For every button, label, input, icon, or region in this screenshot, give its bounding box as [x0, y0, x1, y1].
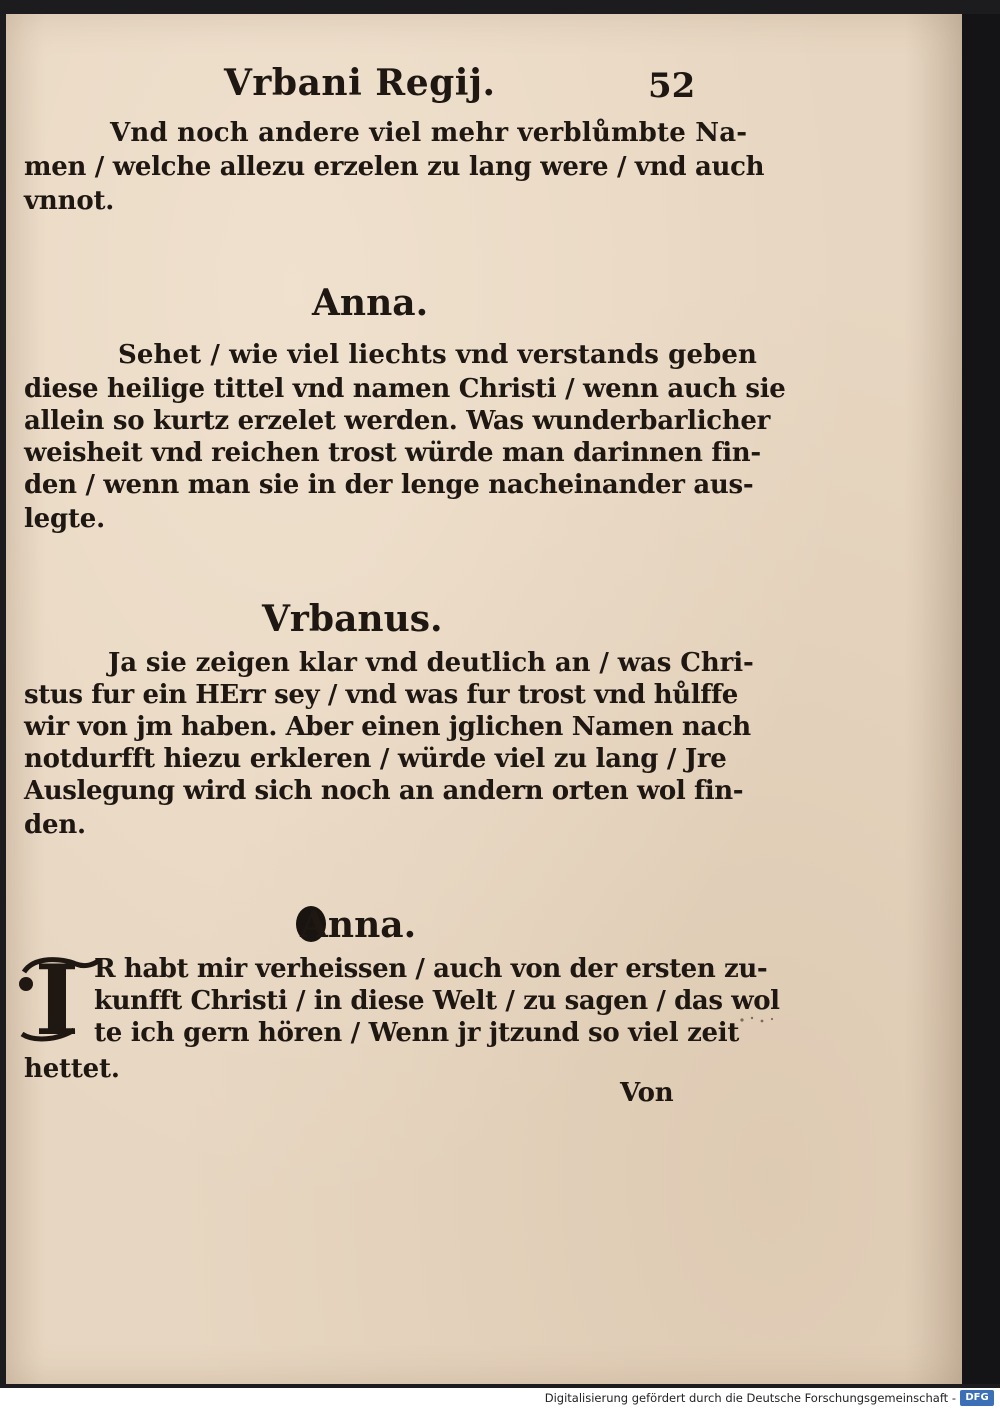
text-line-16: Auslegung wird sich noch an andern orten wol fin- [24, 776, 744, 806]
speaker-heading-vrbanus: Vrbanus. [262, 598, 443, 640]
speaker-heading-anna-2: Anna. [300, 904, 417, 946]
text-line-8: weisheit vnd reichen trost würde man darinnen fin- [24, 438, 761, 468]
text-line-3: vnnot. [24, 186, 115, 216]
running-head: Vrbani Regij. [224, 62, 496, 104]
paper-specks [738, 1012, 778, 1028]
scan-edge-bar [962, 14, 1000, 1384]
page-number: 52 [648, 66, 696, 106]
text-line-7: allein so kurtz erzelet werden. Was wunderbarlicher [24, 406, 771, 436]
text-line-13: stus fur ein HErr sey / vnd was fur trost vnd hůlffe [24, 680, 738, 710]
footer-credit: Digitalisierung gefördert durch die Deutsche Forschungsgemeinschaft - [544, 1391, 956, 1405]
text-line-10: legte. [24, 504, 106, 534]
text-line-2: men / welche allezu erzelen zu lang were / vnd auch [24, 152, 765, 182]
catchword: Von [620, 1078, 674, 1108]
dfg-logo-icon: DFG [960, 1390, 994, 1406]
text-line-15: notdurfft hiezu erkleren / würde viel zu lang / Jre [24, 744, 727, 774]
text-line-5: Sehet / wie viel liechts vnd verstands geben [118, 340, 758, 370]
text-line-6: diese heilige tittel vnd namen Christi / wenn auch sie [24, 374, 786, 404]
text-line-17: den. [24, 810, 86, 840]
speaker-heading-anna: Anna. [312, 282, 429, 324]
text-line-9: den / wenn man sie in der lenge nacheinander aus- [24, 470, 754, 500]
text-line-14: wir von jm haben. Aber einen jglichen Namen nach [24, 712, 751, 742]
text-line-1: Vnd noch andere viel mehr verblůmbte Na- [110, 118, 748, 148]
text-line-22: te ich gern hören / Wenn jr jtzund so viel zeit [94, 1018, 740, 1048]
drop-initial-letter: I [34, 944, 80, 1057]
text-line-20: R habt mir verheissen / auch von der ersten zu- [94, 954, 768, 984]
text-line-21: kunfft Christi / in diese Welt / zu sagen / das wol [94, 986, 780, 1016]
text-line-12: Ja sie zeigen klar vnd deutlich an / was Chri- [108, 648, 754, 678]
text-line-23: hettet. [24, 1054, 120, 1084]
